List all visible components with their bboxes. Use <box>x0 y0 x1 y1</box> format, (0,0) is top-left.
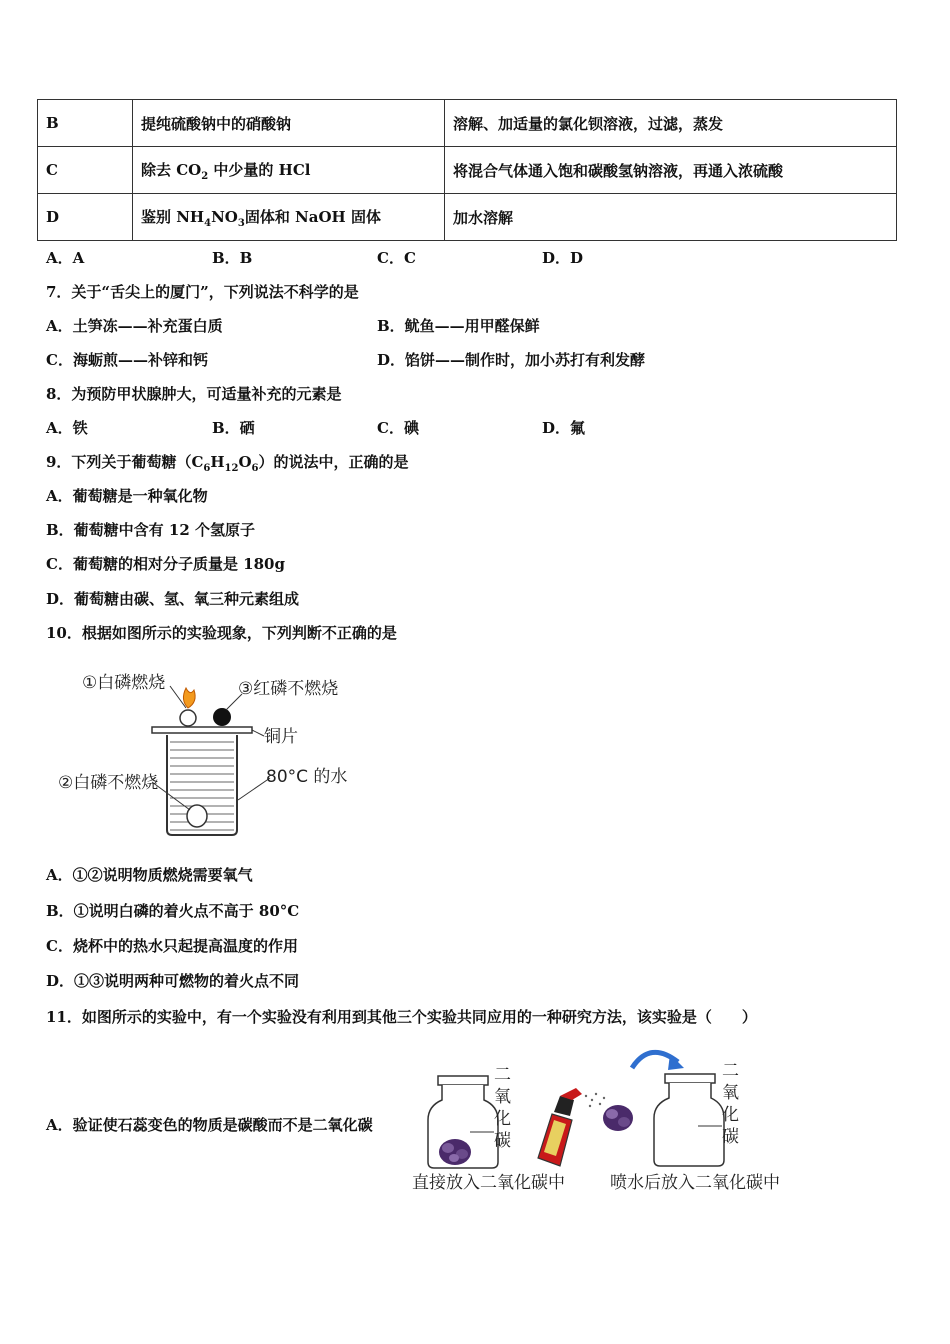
white-phosphorus-1 <box>180 710 196 726</box>
caption-direct-co2: 直接放入二氧化碳中 <box>412 1173 565 1193</box>
q10-stem: 10．根据如图所示的实验现象，下列判断不正确的是 <box>46 624 397 642</box>
red-phosphorus <box>213 708 231 726</box>
q10-choice-d[interactable]: D．①③说明两种可燃物的着火点不同 <box>46 972 300 990</box>
row-key: D <box>38 194 133 241</box>
row-method: 加水溶解 <box>445 194 897 241</box>
q7-choice-a[interactable]: A．土笋冻——补充蛋白质 <box>46 317 223 335</box>
jar2-label-char2: 氧 <box>722 1083 739 1103</box>
jar1-label-char1: 二 <box>494 1065 511 1085</box>
jar1-label-char4: 碳 <box>494 1131 511 1151</box>
white-phosphorus-2 <box>187 805 207 827</box>
q9-choice-c[interactable]: C．葡萄糖的相对分子质量是 180g <box>46 555 285 573</box>
table-row <box>38 147 897 194</box>
q7-choice-c[interactable]: C．海蛎煎——补锌和钙 <box>46 351 208 369</box>
q9-choice-b[interactable]: B．葡萄糖中含有 12 个氢原子 <box>46 521 255 539</box>
gas-jar-2 <box>654 1074 724 1166</box>
flame-icon <box>183 688 195 708</box>
row-purpose: 鉴别 $NH_4NO_3$固体和 NaOH 固体 <box>133 194 445 241</box>
table-row <box>38 100 897 147</box>
spray-bottle-icon <box>538 1088 582 1166</box>
label-red-phosphorus: ③红磷不燃烧 <box>238 679 339 699</box>
caption-sprayed-co2: 喷水后放入二氧化碳中 <box>610 1173 780 1193</box>
spray-mist <box>585 1093 605 1107</box>
jar2-label-char1: 二 <box>722 1061 739 1081</box>
q7-choice-b[interactable]: B．鱿鱼——用甲醛保鲜 <box>377 317 540 335</box>
q6-choice-d[interactable]: D．D <box>542 249 584 267</box>
q8-stem: 8．为预防甲状腺肿大，可适量补充的元素是 <box>46 385 342 403</box>
label-hot-water: 80°C 的水 <box>266 767 348 787</box>
q10-choice-c[interactable]: C．烧杯中的热水只起提高温度的作用 <box>46 937 298 955</box>
litmus-experiment-figure <box>410 1040 800 1200</box>
purple-flower-icon <box>603 1105 633 1131</box>
options-table <box>37 99 897 241</box>
table-row <box>38 194 897 241</box>
q8-choice-d[interactable]: D．氟 <box>542 419 586 437</box>
q8-choice-c[interactable]: C．碘 <box>377 419 419 437</box>
combustion-experiment-figure <box>52 660 362 840</box>
q7-choice-d[interactable]: D．馅饼——制作时，加小苏打有利发酵 <box>377 351 646 369</box>
row-key: B <box>38 100 133 147</box>
q6-choice-a[interactable]: A．A <box>46 249 85 267</box>
q9-choice-a[interactable]: A．葡萄糖是一种氧化物 <box>46 487 208 505</box>
jar2-label-char4: 碳 <box>722 1127 739 1147</box>
purple-flower-icon <box>439 1139 471 1165</box>
label-white-phosphorus-burning: ①白磷燃烧 <box>82 673 166 693</box>
jar2-label-char3: 化 <box>722 1105 739 1125</box>
row-method: 将混合气体通入饱和碳酸氢钠溶液，再通入浓硫酸 <box>445 147 897 194</box>
jar1-label-char2: 氧 <box>494 1087 511 1107</box>
q10-choice-a[interactable]: A．①②说明物质燃烧需要氧气 <box>46 866 253 884</box>
q7-stem: 7．关于“舌尖上的厦门”，下列说法不科学的是 <box>46 283 359 301</box>
copper-plate <box>152 727 252 733</box>
jar1-label-char3: 化 <box>494 1109 511 1129</box>
row-purpose: 提纯硫酸钠中的硝酸钠 <box>133 100 445 147</box>
q6-choice-b[interactable]: B．B <box>212 249 253 267</box>
row-method: 溶解、加适量的氯化钡溶液，过滤，蒸发 <box>445 100 897 147</box>
q9-choice-d[interactable]: D．葡萄糖由碳、氢、氧三种元素组成 <box>46 590 300 608</box>
q8-choice-a[interactable]: A．铁 <box>46 419 88 437</box>
q8-choice-b[interactable]: B．硒 <box>212 419 255 437</box>
arrow-head-icon <box>668 1054 684 1070</box>
row-purpose: 除去 $CO_2$ 中少量的 HCl <box>133 147 445 194</box>
q9-stem: 9．下列关于葡萄糖$(C_6H_{12}O_6)$的说法中，正确的是 <box>46 453 409 474</box>
q11-stem: 11．如图所示的实验中，有一个实验没有利用到其他三个实验共同应用的一种研究方法，该实验是（ ） <box>46 1008 757 1026</box>
label-copper-plate: 铜片 <box>264 727 298 747</box>
label-white-phosphorus-not-burning: ②白磷不燃烧 <box>58 773 159 793</box>
q10-choice-b[interactable]: B．①说明白磷的着火点不高于 80°C <box>46 902 300 920</box>
q11-choice-a[interactable]: A．验证使石蕊变色的物质是碳酸而不是二氧化碳 <box>46 1116 373 1134</box>
q6-choice-c[interactable]: C．C <box>377 249 416 267</box>
row-key: C <box>38 147 133 194</box>
